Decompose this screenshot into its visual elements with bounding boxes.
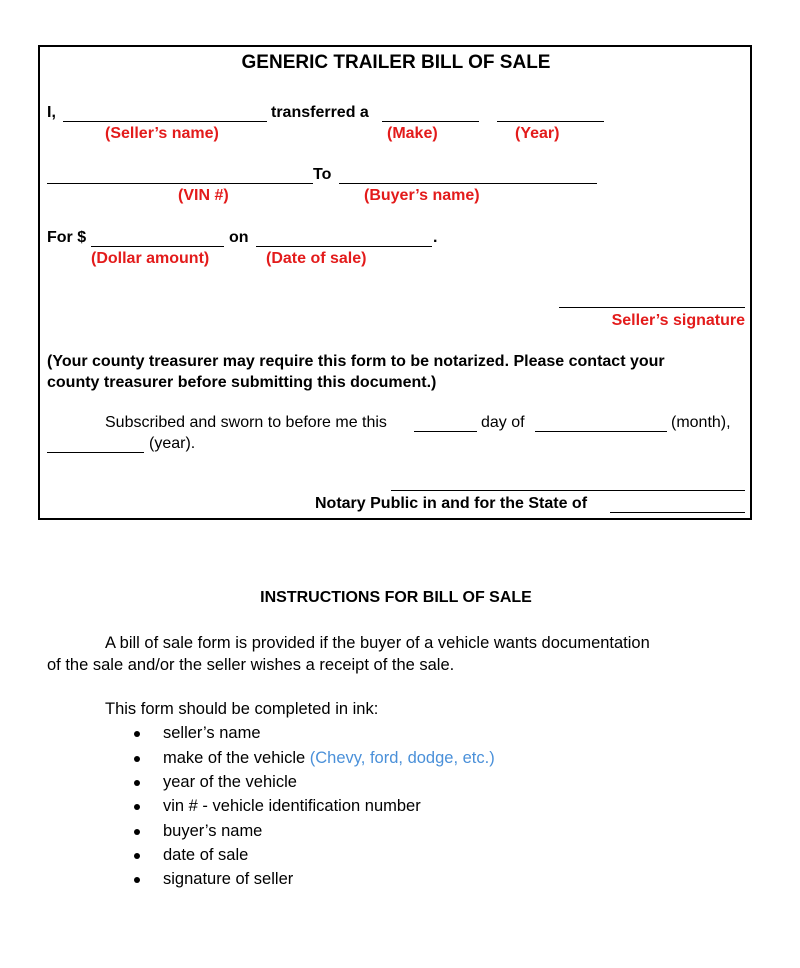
- sworn-day-blank[interactable]: [414, 431, 477, 432]
- sworn-text-b: day of: [481, 414, 525, 431]
- list-item: year of the vehicle: [163, 773, 297, 791]
- notary-signature-blank[interactable]: [391, 490, 745, 491]
- seller-signature-label: Seller’s signature: [611, 312, 745, 329]
- list-item: [163, 749, 495, 768]
- dollar-amount-blank[interactable]: [91, 246, 224, 247]
- on-label: on: [229, 229, 249, 246]
- seller-signature-blank[interactable]: [559, 307, 745, 308]
- sworn-text-d: (year).: [149, 435, 196, 452]
- line3-end: .: [433, 229, 438, 246]
- list-item-text: make of the vehicle: [163, 749, 306, 767]
- instructions-para1-line1: A bill of sale form is provided if the buyer of a vehicle wants documentation: [105, 634, 650, 652]
- bullet-icon: [134, 853, 140, 859]
- list-item: signature of seller: [163, 870, 294, 888]
- bullet-icon: [134, 877, 140, 883]
- bullet-icon: [134, 780, 140, 786]
- seller-name-blank[interactable]: [63, 121, 267, 122]
- dollar-amount-label: (Dollar amount): [91, 250, 210, 267]
- bill-of-sale-form: [38, 45, 752, 520]
- seller-name-label: (Seller’s name): [105, 125, 219, 142]
- notice-line-1: (Your county treasurer may require this form to be notarized. Please contact your: [47, 353, 665, 370]
- bullet-icon: [134, 829, 140, 835]
- sworn-year-blank[interactable]: [47, 452, 144, 453]
- list-item: vin # - vehicle identification number: [163, 797, 421, 815]
- notary-label: Notary Public in and for the State of: [315, 495, 588, 512]
- list-item: date of sale: [163, 846, 249, 864]
- make-blank[interactable]: [382, 121, 479, 122]
- year-blank[interactable]: [497, 121, 604, 122]
- bullet-icon: [134, 756, 140, 762]
- instructions-para2: This form should be completed in ink:: [105, 700, 379, 718]
- buyer-name-label: (Buyer’s name): [364, 187, 480, 204]
- bullet-icon: [134, 804, 140, 810]
- instructions-para1-line2: of the sale and/or the seller wishes a receipt of the sale.: [47, 656, 455, 674]
- to-label: To: [313, 166, 332, 183]
- make-label: (Make): [387, 125, 438, 142]
- make-examples-hint: (Chevy, ford, dodge, etc.): [309, 749, 495, 767]
- year-label: (Year): [515, 125, 560, 142]
- vin-label: (VIN #): [178, 187, 229, 204]
- notary-state-blank[interactable]: [610, 512, 745, 513]
- list-item: seller’s name: [163, 724, 261, 742]
- sworn-text-a: Subscribed and sworn to before me this: [105, 414, 387, 431]
- date-of-sale-label: (Date of sale): [266, 250, 367, 267]
- date-of-sale-blank[interactable]: [256, 246, 432, 247]
- bullet-icon: [134, 731, 140, 737]
- form-title: GENERIC TRAILER BILL OF SALE: [241, 52, 551, 73]
- sworn-text-c: (month),: [671, 414, 731, 431]
- vin-blank[interactable]: [47, 183, 313, 184]
- instructions-title: INSTRUCTIONS FOR BILL OF SALE: [260, 589, 532, 606]
- list-item: buyer’s name: [163, 822, 263, 840]
- notice-line-2: county treasurer before submitting this document.): [47, 374, 437, 391]
- buyer-name-blank[interactable]: [339, 183, 597, 184]
- line1-mid: transferred a: [271, 104, 369, 121]
- sworn-month-blank[interactable]: [535, 431, 667, 432]
- line1-prefix: I,: [47, 104, 56, 121]
- for-dollar-prefix: For $: [47, 229, 87, 246]
